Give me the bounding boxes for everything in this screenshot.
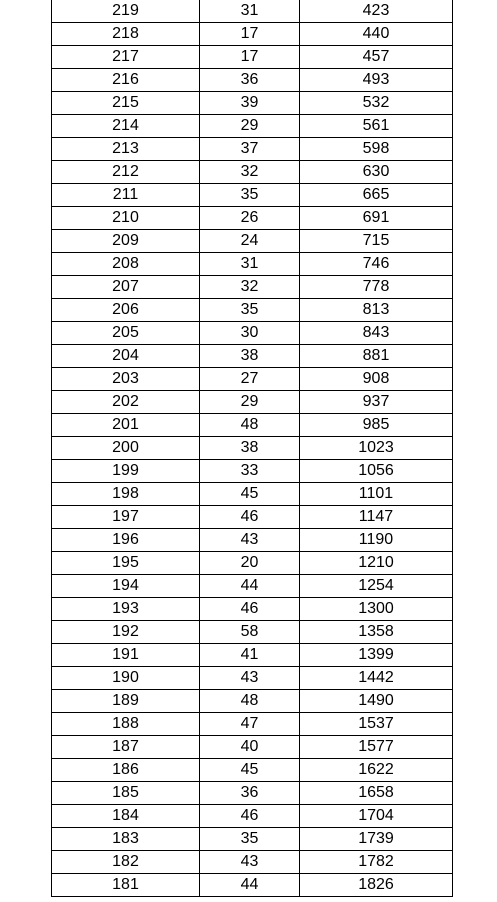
table-row <box>52 230 453 253</box>
cumulative-cell: 881 <box>300 345 453 368</box>
score-cell: 210 <box>52 207 200 230</box>
cumulative-cell: 1023 <box>300 437 453 460</box>
cumulative-cell: 1739 <box>300 828 453 851</box>
score-cell: 185 <box>52 782 200 805</box>
cumulative-cell: 937 <box>300 391 453 414</box>
score-cell: 183 <box>52 828 200 851</box>
count-cell: 36 <box>200 782 300 805</box>
cumulative-cell: 746 <box>300 253 453 276</box>
count-cell: 32 <box>200 276 300 299</box>
count-cell: 35 <box>200 828 300 851</box>
count-cell: 46 <box>200 805 300 828</box>
count-cell: 44 <box>200 874 300 897</box>
table-row <box>52 138 453 161</box>
count-cell: 45 <box>200 483 300 506</box>
cumulative-cell: 1622 <box>300 759 453 782</box>
score-cell: 211 <box>52 184 200 207</box>
score-cell: 189 <box>52 690 200 713</box>
count-cell: 29 <box>200 115 300 138</box>
score-cell: 197 <box>52 506 200 529</box>
table-row <box>52 299 453 322</box>
score-cell: 203 <box>52 368 200 391</box>
cumulative-cell: 843 <box>300 322 453 345</box>
table-row <box>52 782 453 805</box>
count-cell: 45 <box>200 759 300 782</box>
cumulative-cell: 813 <box>300 299 453 322</box>
count-cell: 35 <box>200 184 300 207</box>
cumulative-cell: 457 <box>300 46 453 69</box>
table-row <box>52 828 453 851</box>
count-cell: 40 <box>200 736 300 759</box>
table-row <box>52 322 453 345</box>
count-cell: 33 <box>200 460 300 483</box>
score-cell: 205 <box>52 322 200 345</box>
count-cell: 44 <box>200 575 300 598</box>
score-cell: 196 <box>52 529 200 552</box>
table-row <box>52 598 453 621</box>
score-cell: 206 <box>52 299 200 322</box>
score-cell: 219 <box>52 0 200 23</box>
table-row <box>52 529 453 552</box>
cumulative-cell: 1190 <box>300 529 453 552</box>
count-cell: 17 <box>200 23 300 46</box>
table-row <box>52 69 453 92</box>
count-cell: 58 <box>200 621 300 644</box>
cumulative-cell: 532 <box>300 92 453 115</box>
count-cell: 48 <box>200 414 300 437</box>
score-cell: 215 <box>52 92 200 115</box>
cumulative-cell: 1210 <box>300 552 453 575</box>
score-cell: 182 <box>52 851 200 874</box>
cumulative-cell: 1537 <box>300 713 453 736</box>
cumulative-cell: 715 <box>300 230 453 253</box>
cumulative-cell: 985 <box>300 414 453 437</box>
count-cell: 46 <box>200 598 300 621</box>
count-cell: 39 <box>200 92 300 115</box>
count-cell: 43 <box>200 529 300 552</box>
count-cell: 47 <box>200 713 300 736</box>
cumulative-cell: 665 <box>300 184 453 207</box>
table-row <box>52 506 453 529</box>
table-row <box>52 736 453 759</box>
table-row <box>52 575 453 598</box>
cumulative-cell: 1056 <box>300 460 453 483</box>
score-cell: 193 <box>52 598 200 621</box>
table-row <box>52 759 453 782</box>
count-cell: 43 <box>200 851 300 874</box>
table-row <box>52 414 453 437</box>
cumulative-cell: 778 <box>300 276 453 299</box>
score-cell: 202 <box>52 391 200 414</box>
score-cell: 209 <box>52 230 200 253</box>
score-table-body <box>52 0 453 897</box>
score-cell: 198 <box>52 483 200 506</box>
table-row <box>52 46 453 69</box>
table-row <box>52 368 453 391</box>
score-cell: 208 <box>52 253 200 276</box>
count-cell: 38 <box>200 437 300 460</box>
score-cell: 216 <box>52 69 200 92</box>
count-cell: 30 <box>200 322 300 345</box>
cumulative-cell: 1577 <box>300 736 453 759</box>
cumulative-cell: 423 <box>300 0 453 23</box>
score-cell: 191 <box>52 644 200 667</box>
table-row <box>52 460 453 483</box>
count-cell: 27 <box>200 368 300 391</box>
count-cell: 29 <box>200 391 300 414</box>
count-cell: 35 <box>200 299 300 322</box>
count-cell: 17 <box>200 46 300 69</box>
table-row <box>52 207 453 230</box>
score-cell: 212 <box>52 161 200 184</box>
score-cell: 218 <box>52 23 200 46</box>
score-cell: 186 <box>52 759 200 782</box>
cumulative-cell: 493 <box>300 69 453 92</box>
score-cell: 200 <box>52 437 200 460</box>
table-row <box>52 161 453 184</box>
cumulative-cell: 1300 <box>300 598 453 621</box>
table-row <box>52 253 453 276</box>
count-cell: 31 <box>200 0 300 23</box>
table-row <box>52 276 453 299</box>
count-cell: 24 <box>200 230 300 253</box>
cumulative-cell: 561 <box>300 115 453 138</box>
cumulative-cell: 1442 <box>300 667 453 690</box>
table-row <box>52 391 453 414</box>
cumulative-cell: 908 <box>300 368 453 391</box>
table-row <box>52 690 453 713</box>
score-cell: 207 <box>52 276 200 299</box>
table-row <box>52 92 453 115</box>
score-cell: 199 <box>52 460 200 483</box>
score-cell: 217 <box>52 46 200 69</box>
score-cell: 195 <box>52 552 200 575</box>
cumulative-cell: 598 <box>300 138 453 161</box>
score-cell: 187 <box>52 736 200 759</box>
count-cell: 32 <box>200 161 300 184</box>
score-table <box>51 0 453 897</box>
score-cell: 192 <box>52 621 200 644</box>
score-cell: 213 <box>52 138 200 161</box>
table-row <box>52 874 453 897</box>
cumulative-cell: 1147 <box>300 506 453 529</box>
count-cell: 43 <box>200 667 300 690</box>
count-cell: 31 <box>200 253 300 276</box>
score-cell: 214 <box>52 115 200 138</box>
cumulative-cell: 1399 <box>300 644 453 667</box>
cumulative-cell: 1358 <box>300 621 453 644</box>
score-cell: 188 <box>52 713 200 736</box>
cumulative-cell: 1826 <box>300 874 453 897</box>
table-row <box>52 115 453 138</box>
cumulative-cell: 1704 <box>300 805 453 828</box>
score-cell: 204 <box>52 345 200 368</box>
count-cell: 41 <box>200 644 300 667</box>
count-cell: 38 <box>200 345 300 368</box>
table-row <box>52 667 453 690</box>
count-cell: 48 <box>200 690 300 713</box>
score-cell: 201 <box>52 414 200 437</box>
table-row <box>52 713 453 736</box>
table-row <box>52 0 453 23</box>
count-cell: 37 <box>200 138 300 161</box>
score-cell: 184 <box>52 805 200 828</box>
score-cell: 181 <box>52 874 200 897</box>
cumulative-cell: 1490 <box>300 690 453 713</box>
cumulative-cell: 630 <box>300 161 453 184</box>
table-row <box>52 621 453 644</box>
score-cell: 190 <box>52 667 200 690</box>
count-cell: 26 <box>200 207 300 230</box>
score-cell: 194 <box>52 575 200 598</box>
cumulative-cell: 440 <box>300 23 453 46</box>
count-cell: 20 <box>200 552 300 575</box>
cumulative-cell: 691 <box>300 207 453 230</box>
count-cell: 46 <box>200 506 300 529</box>
cumulative-cell: 1101 <box>300 483 453 506</box>
table-row <box>52 805 453 828</box>
count-cell: 36 <box>200 69 300 92</box>
cumulative-cell: 1658 <box>300 782 453 805</box>
table-row <box>52 437 453 460</box>
table-row <box>52 644 453 667</box>
table-row <box>52 851 453 874</box>
cumulative-cell: 1782 <box>300 851 453 874</box>
table-row <box>52 345 453 368</box>
cumulative-cell: 1254 <box>300 575 453 598</box>
table-row <box>52 483 453 506</box>
table-row <box>52 23 453 46</box>
score-table-container <box>51 0 452 897</box>
table-row <box>52 184 453 207</box>
table-row <box>52 552 453 575</box>
